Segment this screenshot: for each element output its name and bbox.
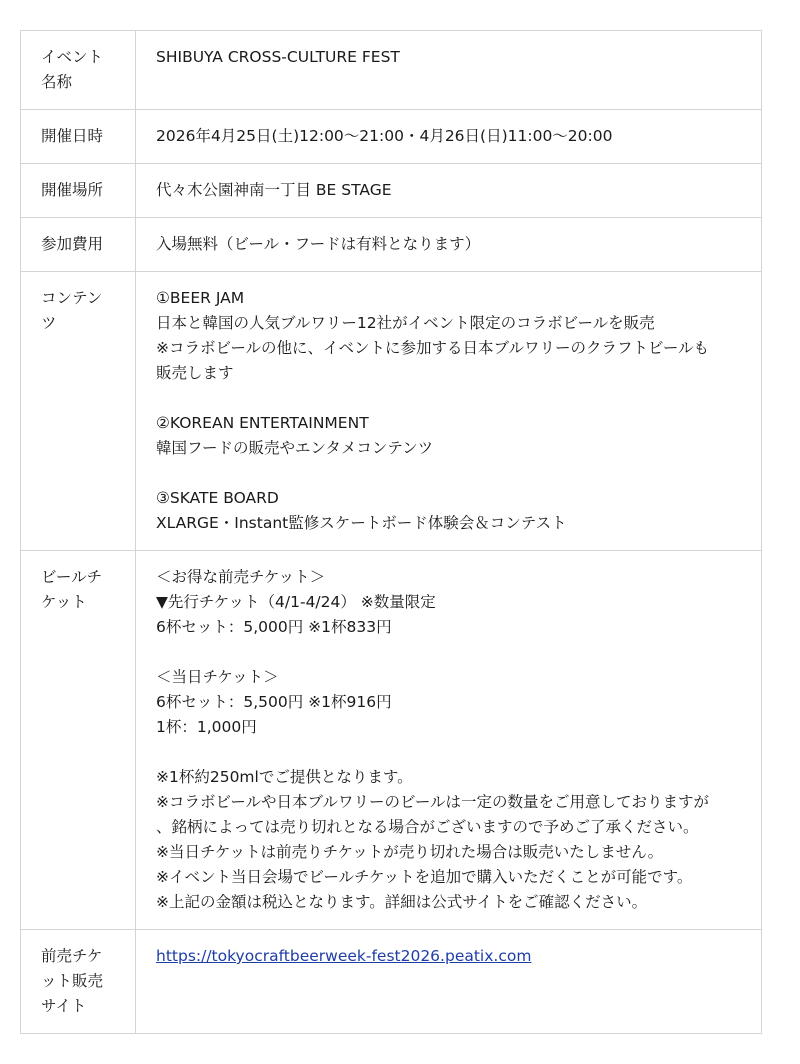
value-line: ※コラボビールや日本ブルワリーのビールは一定の数量をご用意しておりますが (156, 793, 710, 811)
label-line: 開催場所 (41, 181, 104, 199)
label-line: ビールチ (41, 568, 103, 586)
value-presale-site (136, 930, 762, 1034)
value-line: 6杯セット：5,000円 ※1杯833円 (156, 618, 392, 636)
value-contents (136, 272, 762, 551)
value-line: ※イベント当日会場でビールチケットを追加で購入いただくことが可能です。 (156, 868, 693, 886)
label-fee (21, 218, 136, 272)
label-beer-ticket (21, 551, 136, 930)
label-line: サイト (41, 997, 87, 1015)
value-line: 販売します (156, 364, 234, 382)
label-line: ツ (41, 314, 57, 332)
value-event-name (136, 31, 762, 110)
value-event-date (136, 110, 762, 164)
value-line: ＜お得な前売チケット＞ (156, 568, 326, 586)
value-line: ※1杯約250mlでご提供となります。 (156, 768, 413, 786)
value-line: 代々木公園神南一丁目 BE STAGE (156, 181, 392, 199)
value-line: 入場無料（ビール・フードは有料となります） (156, 235, 481, 253)
presale-site-link[interactable]: https://tokyocraftbeerweek-fest2026.peatix.com (156, 947, 532, 965)
value-line (156, 640, 741, 665)
label-line: コンテン (41, 289, 103, 307)
label-line: 参加費用 (41, 235, 104, 253)
row-fee (21, 218, 762, 272)
value-line: ③SKATE BOARD (156, 489, 279, 507)
value-line: 2026年4月25日(土)12:00〜21:00・4月26日(日)11:00〜20:00 (156, 127, 613, 145)
label-event-date (21, 110, 136, 164)
label-presale-site (21, 930, 136, 1034)
value-beer-ticket (136, 551, 762, 930)
label-event-name (21, 31, 136, 110)
value-line: ※上記の金額は税込となります。詳細は公式サイトをご確認ください。 (156, 893, 648, 911)
value-line: ▼先行チケット（4/1-4/24） ※数量限定 (156, 593, 436, 611)
label-line: イベント (41, 48, 104, 66)
value-line: ①BEER JAM (156, 289, 245, 307)
label-line: 前売チケ (41, 947, 103, 965)
value-line: ※コラボビールの他に、イベントに参加する日本ブルワリーのクラフトビールも (156, 339, 710, 357)
row-event-date (21, 110, 762, 164)
label-line: 名称 (41, 73, 73, 91)
value-fee (136, 218, 762, 272)
value-line: 1杯：1,000円 (156, 718, 257, 736)
row-contents (21, 272, 762, 551)
label-line: ケット (41, 593, 87, 611)
value-line: SHIBUYA CROSS-CULTURE FEST (156, 48, 400, 66)
value-line (156, 461, 741, 486)
row-beer-ticket (21, 551, 762, 930)
event-info-table (20, 30, 762, 1034)
value-line: ※当日チケットは前売りチケットが売り切れた場合は販売いたしません。 (156, 843, 664, 861)
value-line (156, 740, 741, 765)
label-venue (21, 164, 136, 218)
value-line: 、銘柄によっては売り切れとなる場合がございますので予めご了承ください。 (156, 818, 699, 836)
row-presale-site (21, 930, 762, 1034)
value-line: ＜当日チケット＞ (156, 668, 279, 686)
value-line: XLARGE・Instant監修スケートボード体験会＆コンテスト (156, 514, 567, 532)
value-line: 日本と韓国の人気ブルワリー12社がイベント限定のコラボビールを販売 (156, 314, 655, 332)
value-line: 韓国フードの販売やエンタメコンテンツ (156, 439, 434, 457)
value-line (156, 386, 741, 411)
label-line: ット販売 (41, 972, 104, 990)
row-venue (21, 164, 762, 218)
value-line: ②KOREAN ENTERTAINMENT (156, 414, 369, 432)
value-line: 6杯セット：5,500円 ※1杯916円 (156, 693, 392, 711)
label-contents (21, 272, 136, 551)
label-line: 開催日時 (41, 127, 104, 145)
row-event-name (21, 31, 762, 110)
value-venue (136, 164, 762, 218)
